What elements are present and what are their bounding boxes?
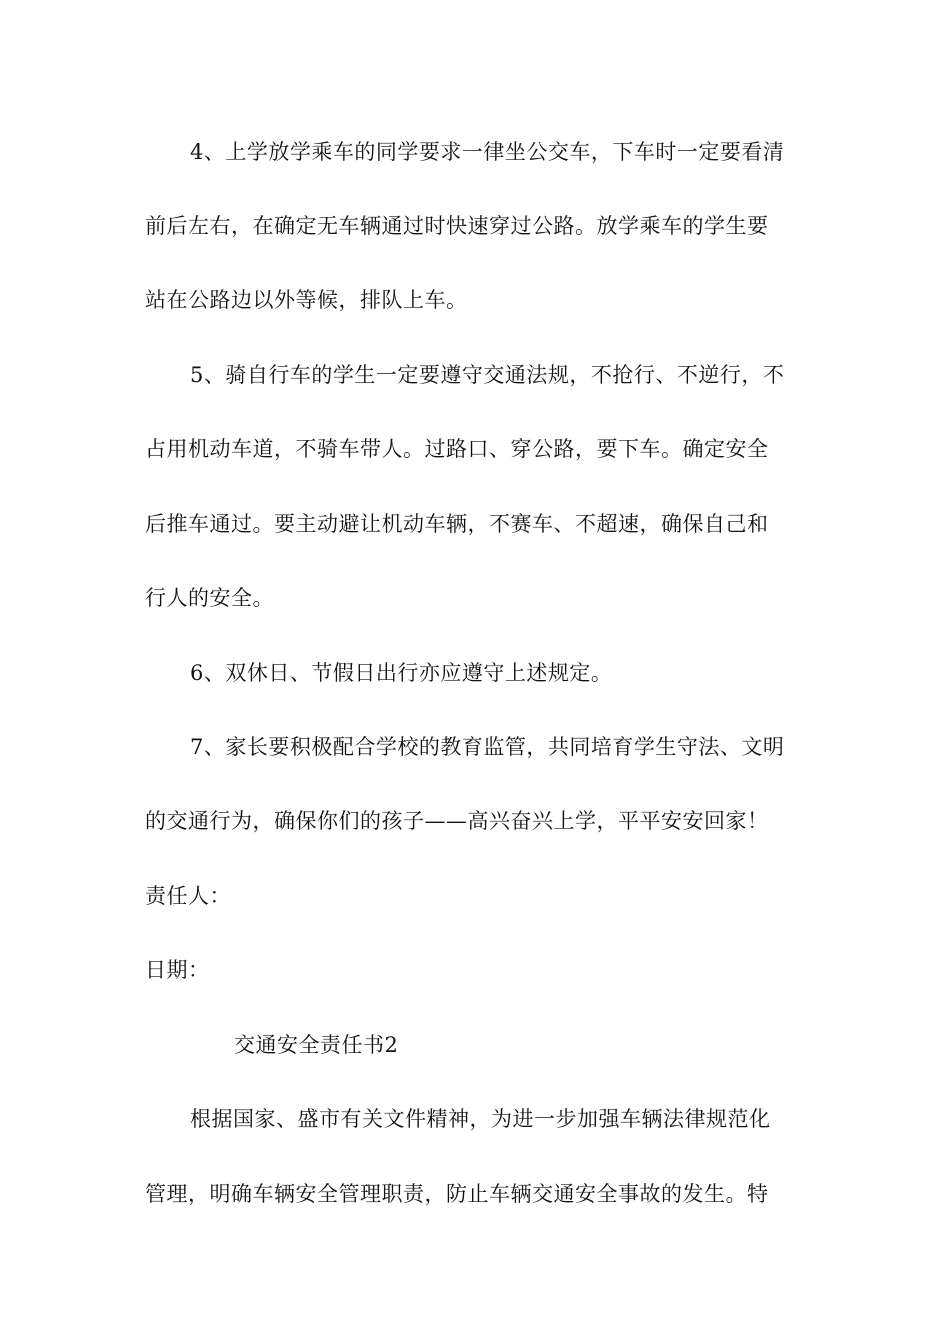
paragraph-5-line-4: 行人的安全。 [145, 586, 274, 610]
paragraph-5-line-1: 5、骑自行车的学生一定要遵守交通法规，不抢行、不逆行，不 [190, 363, 785, 387]
paragraph-5-line-2: 占用机动车道，不骑车带人。过路口、穿公路，要下车。确定安全 [145, 437, 769, 461]
paragraph-7-line-2: 的交通行为，确保你们的孩子——高兴奋兴上学，平平安安回家！ [145, 809, 769, 833]
section-title: 交通安全责任书2 [234, 1033, 399, 1057]
paragraph-4-line-3: 站在公路边以外等候，排队上车。 [145, 288, 468, 312]
paragraph-4-line-2: 前后左右，在确定无车辆通过时快速穿过公路。放学乘车的学生要 [145, 214, 769, 238]
paragraph-6-line-1: 6、双休日、节假日出行亦应遵守上述规定。 [190, 661, 613, 685]
section-paragraph-line-2: 管理，明确车辆安全管理职责，防止车辆交通安全事故的发生。特 [145, 1182, 769, 1206]
paragraph-4-line-1: 4、上学放学乘车的同学要求一律坐公交车，下车时一定要看清 [190, 140, 785, 164]
responsible-person-label: 责任人： [145, 884, 231, 908]
section-paragraph-line-1: 根据国家、盛市有关文件精神，为进一步加强车辆法律规范化 [190, 1107, 771, 1131]
date-label: 日期： [145, 958, 210, 982]
paragraph-7-line-1: 7、家长要积极配合学校的教育监管，共同培育学生守法、文明 [190, 735, 785, 759]
paragraph-5-line-3: 后推车通过。要主动避让机动车辆，不赛车、不超速，确保自己和 [145, 512, 769, 536]
